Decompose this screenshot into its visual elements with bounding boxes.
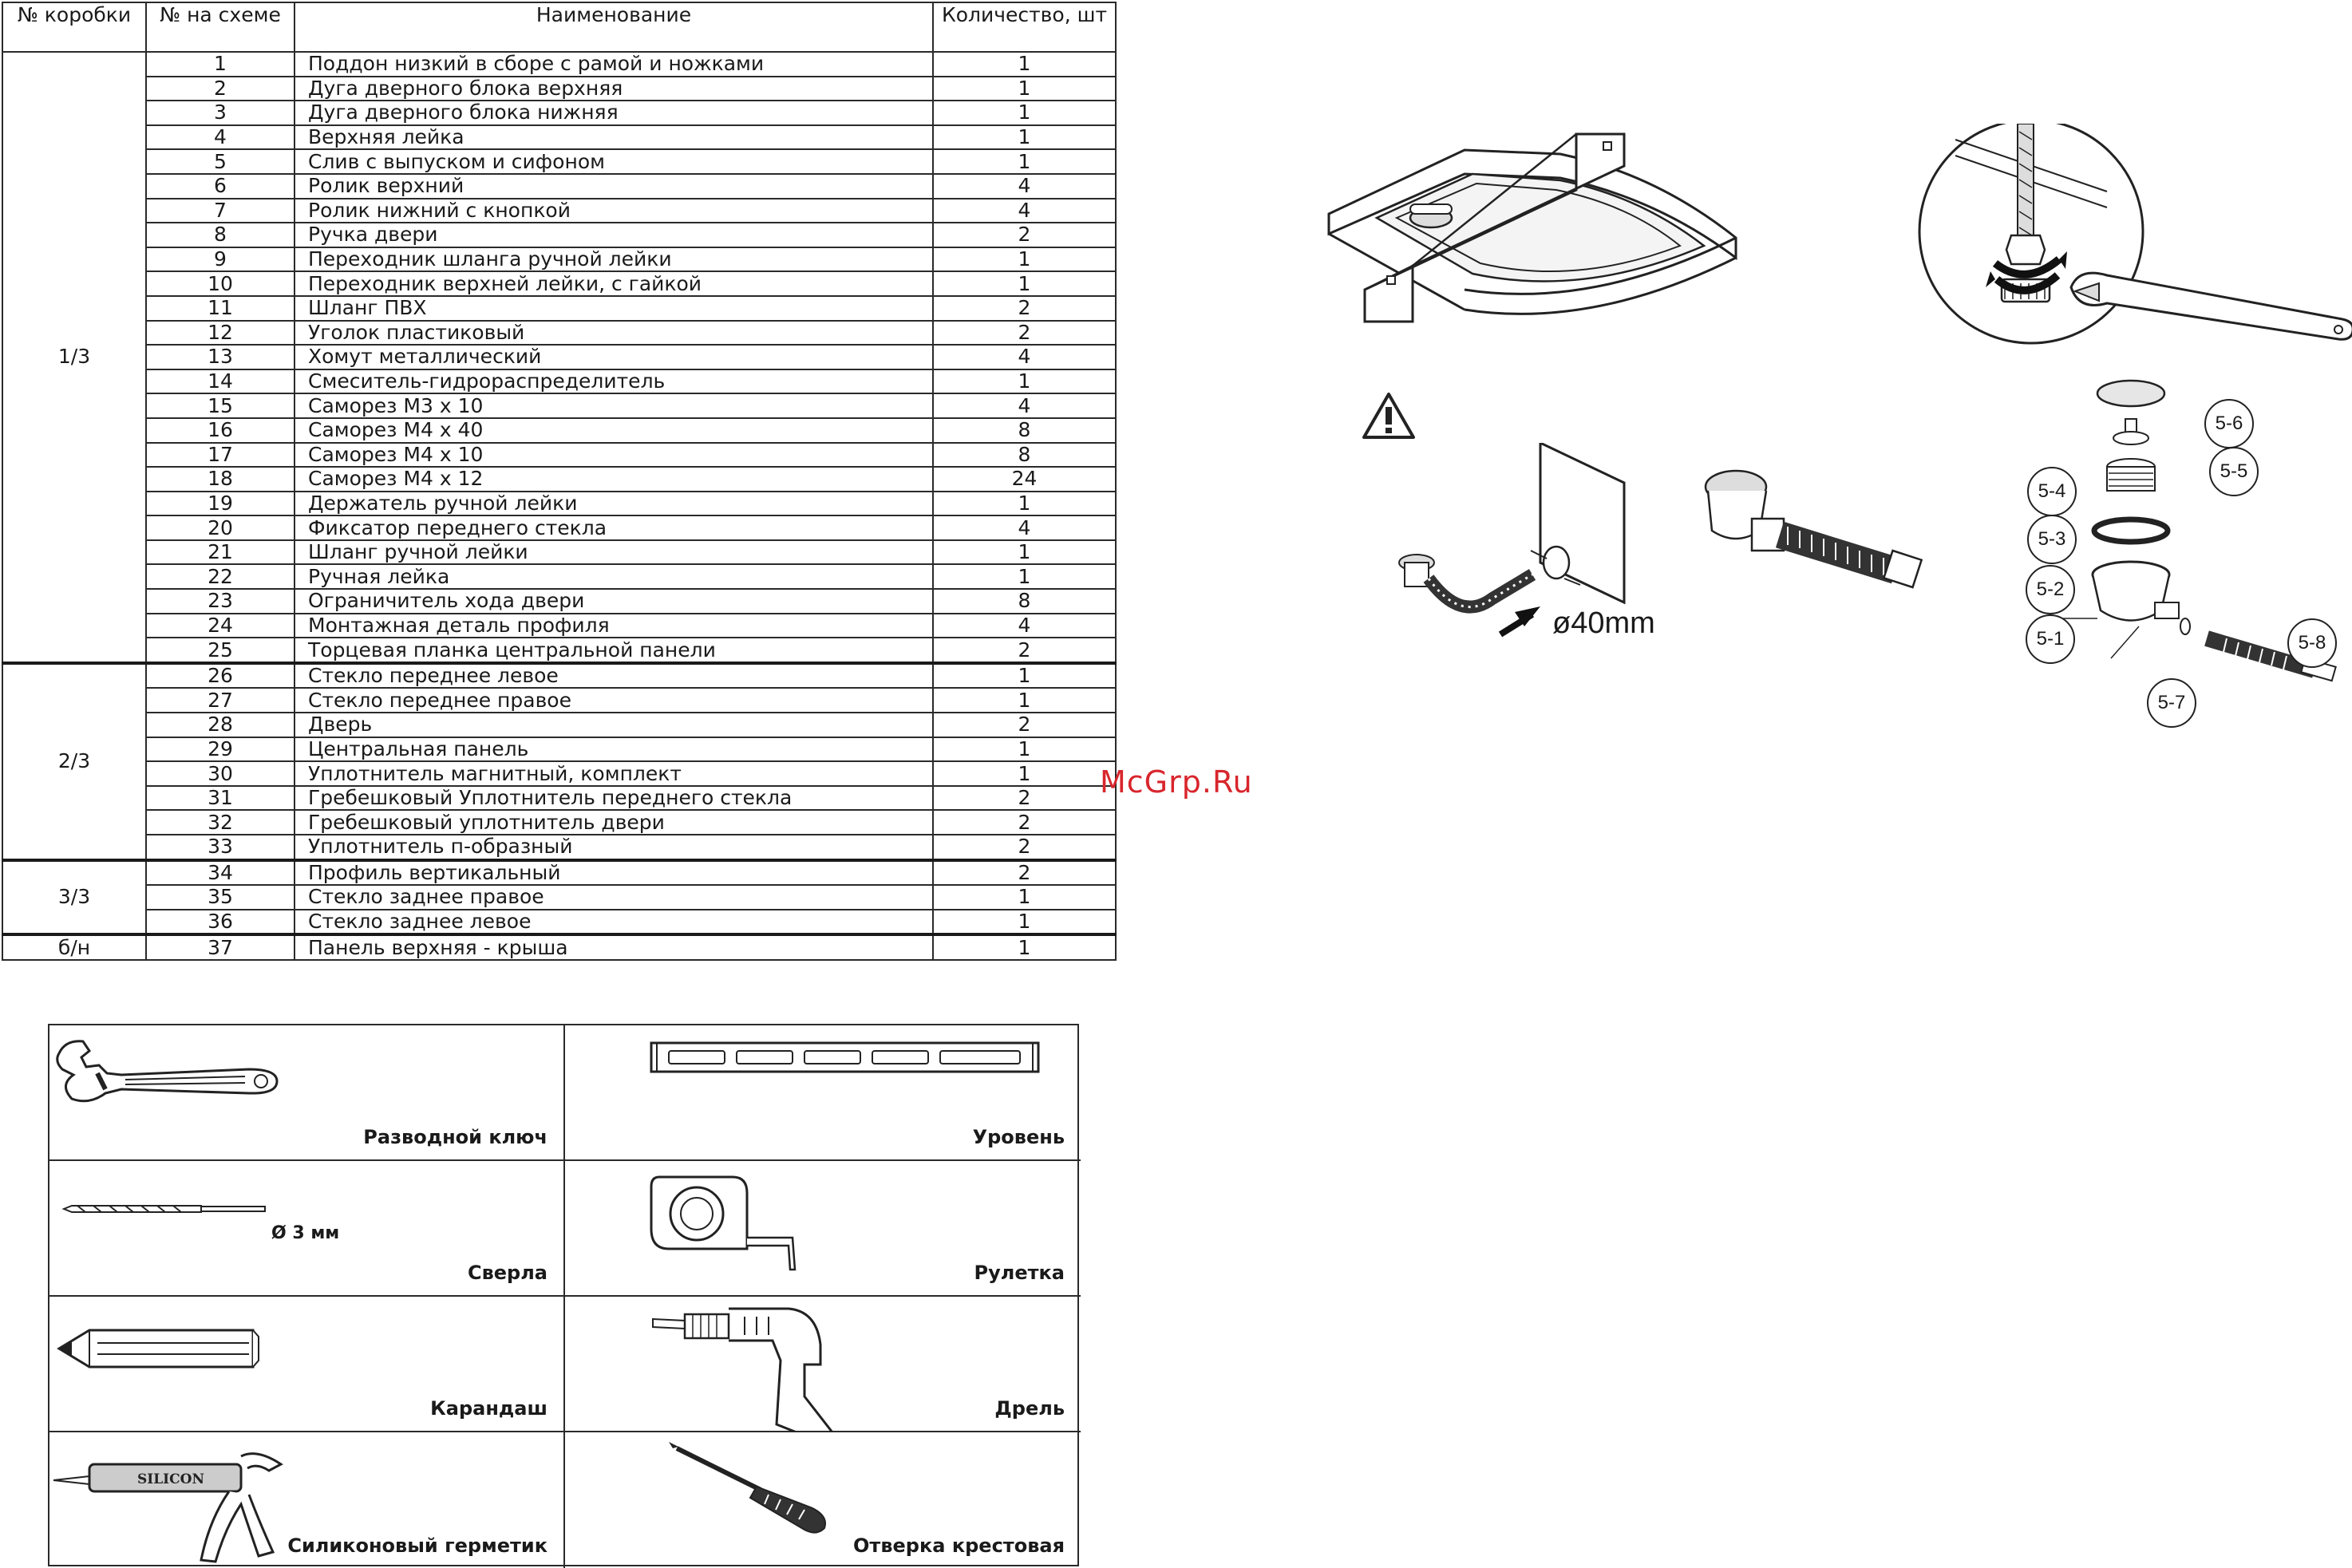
quantity-cell: 1 bbox=[933, 52, 1116, 77]
quantity-cell: 2 bbox=[933, 638, 1116, 663]
table-row bbox=[2, 713, 1116, 737]
quantity-cell: 1 bbox=[933, 149, 1116, 174]
drain-callout: 5-7 bbox=[2147, 678, 2196, 728]
scheme-number-cell: 13 bbox=[146, 345, 294, 369]
item-name-cell: Слив с выпуском и сифоном bbox=[294, 149, 933, 174]
table-row bbox=[2, 492, 1116, 516]
table-row bbox=[2, 910, 1116, 935]
quantity-cell: 2 bbox=[933, 786, 1116, 811]
quantity-cell: 1 bbox=[933, 271, 1116, 296]
quantity-cell: 1 bbox=[933, 663, 1116, 689]
pencil-icon bbox=[49, 1297, 289, 1384]
quantity-cell: 1 bbox=[933, 761, 1116, 786]
watermark: McGrp.Ru bbox=[1100, 764, 1253, 800]
quantity-cell: 2 bbox=[933, 321, 1116, 346]
scheme-number-cell: 31 bbox=[146, 786, 294, 811]
table-row bbox=[2, 589, 1116, 614]
table-row bbox=[2, 199, 1116, 223]
scheme-number-cell: 18 bbox=[146, 467, 294, 492]
table-row bbox=[2, 564, 1116, 589]
table-row bbox=[2, 614, 1116, 638]
table-row bbox=[2, 443, 1116, 468]
item-name-cell: Саморез М3 х 10 bbox=[294, 393, 933, 418]
tool-power-drill bbox=[565, 1297, 1081, 1432]
table-row bbox=[2, 321, 1116, 346]
scheme-number-cell: 23 bbox=[146, 589, 294, 614]
item-name-cell: Стекло переднее левое bbox=[294, 663, 933, 689]
item-name-cell: Торцевая планка центральной панели bbox=[294, 638, 933, 663]
quantity-cell: 1 bbox=[933, 540, 1116, 565]
drain-callout: 5-8 bbox=[2287, 618, 2337, 668]
table-row bbox=[2, 77, 1116, 101]
box-number-cell: 3/3 bbox=[2, 860, 146, 935]
item-name-cell: Дуга дверного блока верхняя bbox=[294, 77, 933, 101]
scheme-number-cell: 34 bbox=[146, 860, 294, 886]
scheme-number-cell: 8 bbox=[146, 223, 294, 247]
item-name-cell: Уплотнитель п-образный bbox=[294, 835, 933, 860]
drill-diameter: Ø 3 мм bbox=[271, 1223, 340, 1243]
drain-callout: 5-4 bbox=[2027, 467, 2077, 516]
quantity-cell: 1 bbox=[933, 934, 1116, 960]
screwdriver-icon bbox=[565, 1432, 884, 1536]
item-name-cell: Профиль вертикальный bbox=[294, 860, 933, 886]
scheme-number-cell: 16 bbox=[146, 418, 294, 443]
table-row bbox=[2, 835, 1116, 860]
table-header-row bbox=[2, 2, 1116, 52]
scheme-number-cell: 26 bbox=[146, 663, 294, 689]
caulking-gun-icon bbox=[49, 1432, 289, 1568]
quantity-cell: 1 bbox=[933, 101, 1116, 125]
siphon-hose-illustration bbox=[1696, 467, 1935, 602]
table-row bbox=[2, 369, 1116, 394]
table-row bbox=[2, 467, 1116, 492]
table-row bbox=[2, 885, 1116, 910]
table-row bbox=[2, 296, 1116, 321]
scheme-number-cell: 2 bbox=[146, 77, 294, 101]
item-name-cell: Ограничитель хода двери bbox=[294, 589, 933, 614]
item-name-cell: Саморез М4 х 40 bbox=[294, 418, 933, 443]
drain-callout: 5-5 bbox=[2209, 447, 2259, 496]
drain-callout: 5-6 bbox=[2204, 399, 2254, 448]
quantity-cell: 8 bbox=[933, 589, 1116, 614]
silicon-stamp: SILICON bbox=[137, 1471, 205, 1487]
scheme-number-cell: 9 bbox=[146, 247, 294, 272]
quantity-cell: 1 bbox=[933, 125, 1116, 150]
table-row bbox=[2, 418, 1116, 443]
table-row bbox=[2, 223, 1116, 247]
item-name-cell: Гребешковый Уплотнитель переднего стекла bbox=[294, 786, 933, 811]
tool-label: Разводной ключ bbox=[363, 1126, 547, 1148]
tool-drill-bit bbox=[49, 1161, 565, 1297]
quantity-cell: 2 bbox=[933, 810, 1116, 835]
header-name: Наименование bbox=[294, 2, 933, 52]
parts-table bbox=[2, 2, 1117, 961]
header-box: № коробки bbox=[2, 2, 146, 52]
table-row bbox=[2, 761, 1116, 786]
quantity-cell: 1 bbox=[933, 564, 1116, 589]
table-row bbox=[2, 860, 1116, 886]
drill-bit-icon bbox=[49, 1161, 289, 1225]
tool-screwdriver bbox=[565, 1432, 1081, 1568]
quantity-cell: 1 bbox=[933, 885, 1116, 910]
scheme-number-cell: 25 bbox=[146, 638, 294, 663]
scheme-number-cell: 33 bbox=[146, 835, 294, 860]
item-name-cell: Ручка двери bbox=[294, 223, 933, 247]
drain-callout: 5-2 bbox=[2026, 565, 2075, 614]
scheme-number-cell: 17 bbox=[146, 443, 294, 468]
item-name-cell: Саморез М4 х 12 bbox=[294, 467, 933, 492]
quantity-cell: 2 bbox=[933, 713, 1116, 737]
quantity-cell: 4 bbox=[933, 393, 1116, 418]
item-name-cell: Фиксатор переднего стекла bbox=[294, 515, 933, 540]
quantity-cell: 2 bbox=[933, 835, 1116, 860]
quantity-cell: 8 bbox=[933, 443, 1116, 468]
tool-label: Дрель bbox=[994, 1397, 1065, 1420]
item-name-cell: Переходник верхней лейки, с гайкой bbox=[294, 271, 933, 296]
tool-label: Рулетка bbox=[974, 1262, 1065, 1284]
quantity-cell: 1 bbox=[933, 688, 1116, 713]
scheme-number-cell: 1 bbox=[146, 52, 294, 77]
item-name-cell: Панель верхняя - крыша bbox=[294, 934, 933, 960]
table-row bbox=[2, 52, 1116, 77]
pipe-diameter-label: ø40mm bbox=[1552, 606, 1655, 640]
scheme-number-cell: 32 bbox=[146, 810, 294, 835]
spirit-level-icon bbox=[565, 1025, 1081, 1089]
table-row bbox=[2, 540, 1116, 565]
scheme-number-cell: 36 bbox=[146, 910, 294, 935]
warning-icon bbox=[1361, 391, 1417, 440]
tool-label: Карандаш bbox=[430, 1397, 547, 1420]
tool-label: Отверка крестовая bbox=[853, 1534, 1065, 1557]
quantity-cell: 4 bbox=[933, 345, 1116, 369]
scheme-number-cell: 5 bbox=[146, 149, 294, 174]
scheme-number-cell: 27 bbox=[146, 688, 294, 713]
quantity-cell: 4 bbox=[933, 515, 1116, 540]
quantity-cell: 1 bbox=[933, 247, 1116, 272]
table-row bbox=[2, 174, 1116, 199]
item-name-cell: Уплотнитель магнитный, комплект bbox=[294, 761, 933, 786]
parts-body bbox=[2, 52, 1116, 960]
item-name-cell: Саморез М4 х 10 bbox=[294, 443, 933, 468]
tool-wrench bbox=[49, 1025, 565, 1161]
scheme-number-cell: 11 bbox=[146, 296, 294, 321]
item-name-cell: Шланг ручной лейки bbox=[294, 540, 933, 565]
table-row bbox=[2, 149, 1116, 174]
scheme-number-cell: 37 bbox=[146, 934, 294, 960]
item-name-cell: Стекло переднее правое bbox=[294, 688, 933, 713]
scheme-number-cell: 28 bbox=[146, 713, 294, 737]
adjustable-wrench-icon bbox=[49, 1025, 289, 1121]
scheme-number-cell: 6 bbox=[146, 174, 294, 199]
quantity-cell: 1 bbox=[933, 492, 1116, 516]
quantity-cell: 8 bbox=[933, 418, 1116, 443]
item-name-cell: Гребешковый уплотнитель двери bbox=[294, 810, 933, 835]
table-row bbox=[2, 393, 1116, 418]
item-name-cell: Ролик нижний с кнопкой bbox=[294, 199, 933, 223]
quantity-cell: 24 bbox=[933, 467, 1116, 492]
tool-tape-measure bbox=[565, 1161, 1081, 1297]
item-name-cell: Хомут металлический bbox=[294, 345, 933, 369]
quantity-cell: 2 bbox=[933, 296, 1116, 321]
scheme-number-cell: 4 bbox=[146, 125, 294, 150]
item-name-cell: Дуга дверного блока нижняя bbox=[294, 101, 933, 125]
table-row bbox=[2, 125, 1116, 150]
item-name-cell: Центральная панель bbox=[294, 737, 933, 762]
item-name-cell: Стекло заднее правое bbox=[294, 885, 933, 910]
item-name-cell: Ролик верхний bbox=[294, 174, 933, 199]
table-row bbox=[2, 934, 1116, 960]
scheme-number-cell: 21 bbox=[146, 540, 294, 565]
scheme-number-cell: 30 bbox=[146, 761, 294, 786]
table-row bbox=[2, 786, 1116, 811]
box-number-cell: 2/3 bbox=[2, 663, 146, 860]
table-row bbox=[2, 638, 1116, 663]
drain-callout: 5-1 bbox=[2026, 614, 2075, 664]
tool-label: Сверла bbox=[467, 1262, 547, 1284]
quantity-cell: 4 bbox=[933, 614, 1116, 638]
quantity-cell: 1 bbox=[933, 77, 1116, 101]
scheme-number-cell: 19 bbox=[146, 492, 294, 516]
tool-pencil bbox=[49, 1297, 565, 1432]
scheme-number-cell: 35 bbox=[146, 885, 294, 910]
tools-grid bbox=[48, 1024, 1079, 1566]
wrench-detail-illustration bbox=[1907, 124, 2352, 363]
drain-callout: 5-3 bbox=[2027, 515, 2077, 564]
item-name-cell: Держатель ручной лейки bbox=[294, 492, 933, 516]
quantity-cell: 1 bbox=[933, 737, 1116, 762]
table-row bbox=[2, 247, 1116, 272]
item-name-cell: Уголок пластиковый bbox=[294, 321, 933, 346]
scheme-number-cell: 7 bbox=[146, 199, 294, 223]
box-number-cell: 1/3 bbox=[2, 52, 146, 663]
quantity-cell: 2 bbox=[933, 223, 1116, 247]
table-row bbox=[2, 688, 1116, 713]
quantity-cell: 1 bbox=[933, 910, 1116, 935]
scheme-number-cell: 3 bbox=[146, 101, 294, 125]
scheme-number-cell: 22 bbox=[146, 564, 294, 589]
table-row bbox=[2, 663, 1116, 689]
scheme-number-cell: 15 bbox=[146, 393, 294, 418]
item-name-cell: Дверь bbox=[294, 713, 933, 737]
item-name-cell: Монтажная деталь профиля bbox=[294, 614, 933, 638]
quantity-cell: 4 bbox=[933, 174, 1116, 199]
scheme-number-cell: 10 bbox=[146, 271, 294, 296]
table-row bbox=[2, 345, 1116, 369]
item-name-cell: Ручная лейка bbox=[294, 564, 933, 589]
item-name-cell: Шланг ПВХ bbox=[294, 296, 933, 321]
tool-label: Уровень bbox=[972, 1126, 1065, 1148]
item-name-cell: Верхняя лейка bbox=[294, 125, 933, 150]
table-row bbox=[2, 101, 1116, 125]
table-row bbox=[2, 810, 1116, 835]
quantity-cell: 4 bbox=[933, 199, 1116, 223]
scheme-number-cell: 20 bbox=[146, 515, 294, 540]
table-row bbox=[2, 515, 1116, 540]
item-name-cell: Переходник шланга ручной лейки bbox=[294, 247, 933, 272]
scheme-number-cell: 14 bbox=[146, 369, 294, 394]
item-name-cell: Поддон низкий в сборе с рамой и ножками bbox=[294, 52, 933, 77]
box-number-cell: б/н bbox=[2, 934, 146, 960]
scheme-number-cell: 29 bbox=[146, 737, 294, 762]
table-row bbox=[2, 737, 1116, 762]
tool-level bbox=[565, 1025, 1081, 1161]
quantity-cell: 2 bbox=[933, 860, 1116, 886]
header-quantity: Количество, шт bbox=[933, 2, 1116, 52]
item-name-cell: Стекло заднее левое bbox=[294, 910, 933, 935]
quantity-cell: 1 bbox=[933, 369, 1116, 394]
scheme-number-cell: 24 bbox=[146, 614, 294, 638]
tool-label: Силиконовый герметик bbox=[287, 1534, 547, 1557]
header-scheme-number: № на схеме bbox=[146, 2, 294, 52]
scheme-number-cell: 12 bbox=[146, 321, 294, 346]
tool-caulking-gun bbox=[49, 1432, 565, 1568]
table-row bbox=[2, 271, 1116, 296]
item-name-cell: Смеситель-гидрораспределитель bbox=[294, 369, 933, 394]
tray-level-illustration bbox=[1321, 118, 1768, 357]
